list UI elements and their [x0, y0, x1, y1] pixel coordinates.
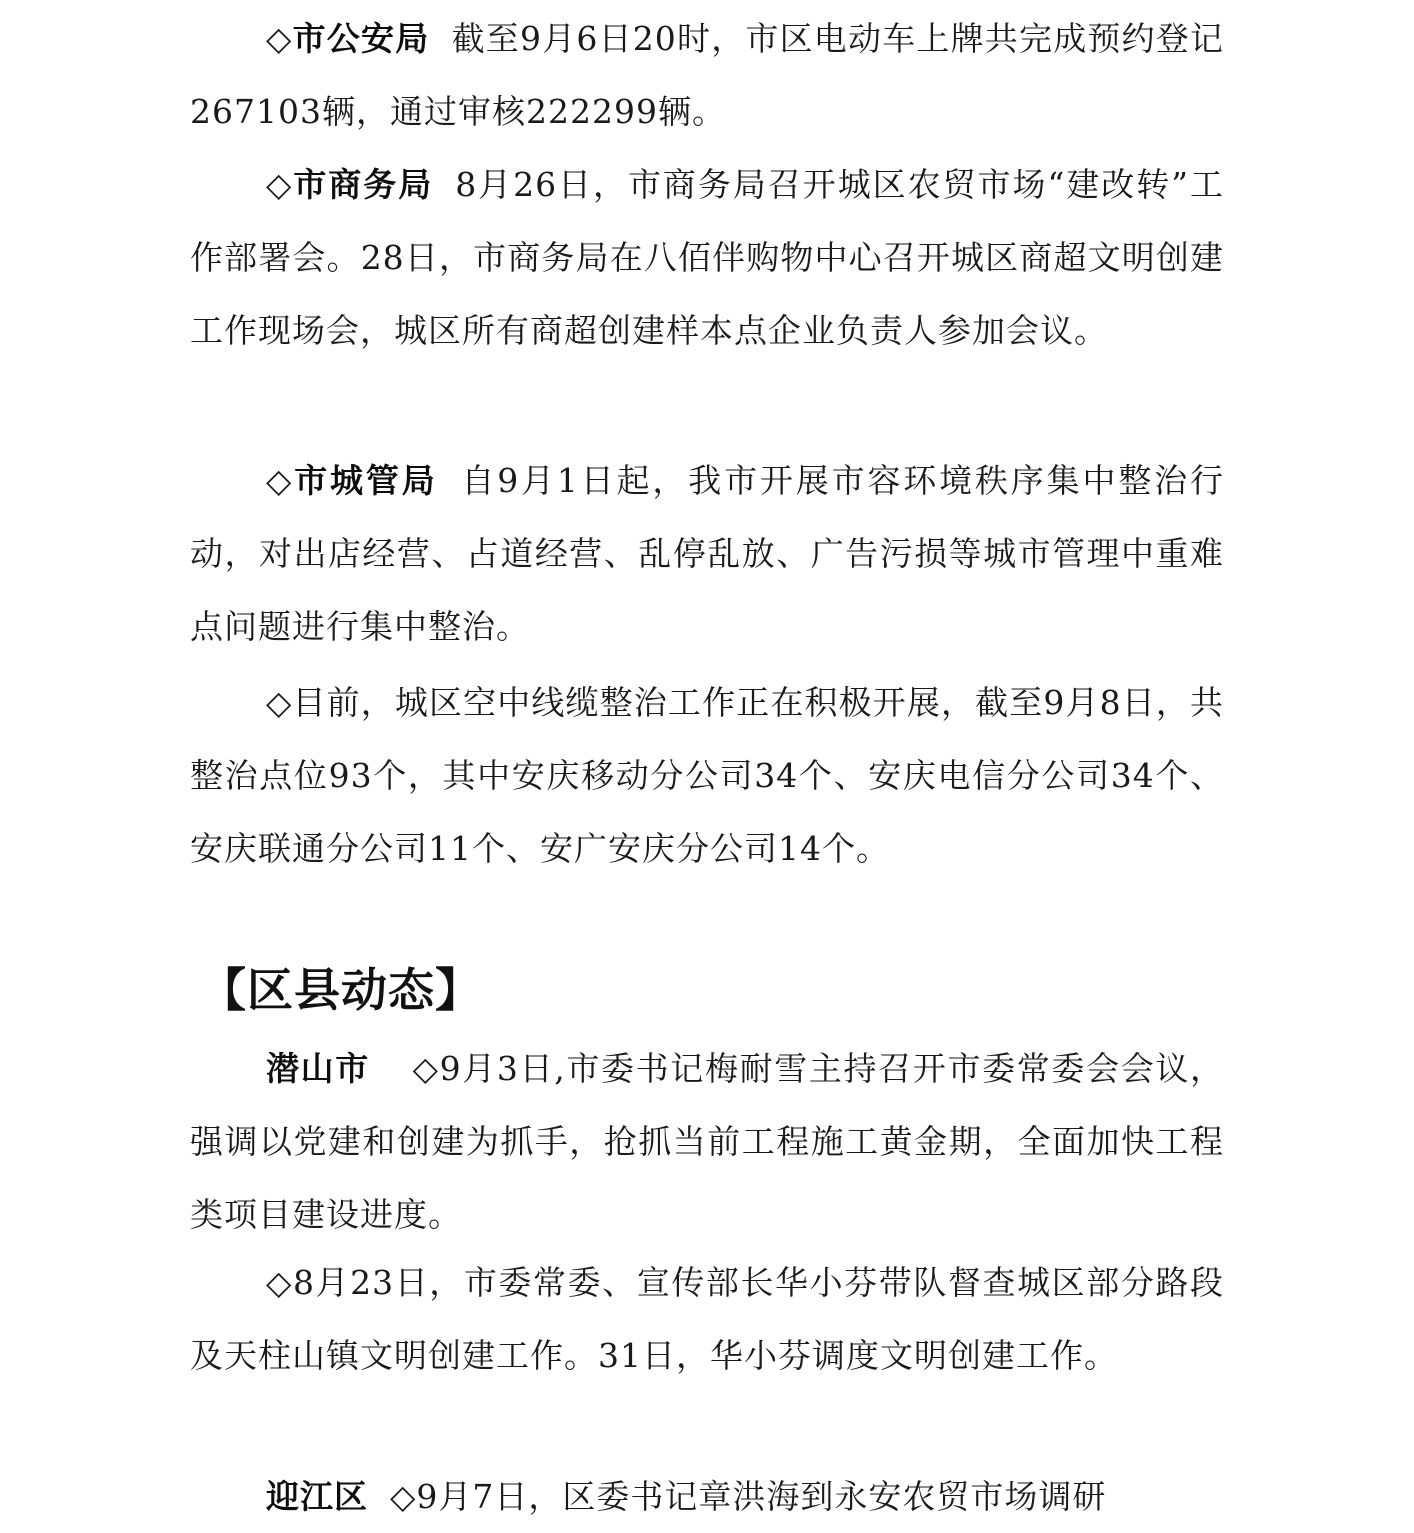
news-item-urban-management [190, 444, 1224, 663]
item-marker: ◇ [266, 165, 294, 204]
agency-name: 市城管局 [294, 461, 438, 500]
place-name: 潜山市 [266, 1049, 370, 1088]
news-text: 8月23日，市委常委、宣传部长华小芬带队督查城区部分路段及天柱山镇文明创建工作。31日，华小芬调度文明创建工作。 [190, 1263, 1224, 1375]
news-text: 目前，城区空中线缆整治工作正在积极开展，截至9月8日，共整治点位93个，其中安庆移动分公司34个、安庆电信分公司34个、安庆联通分公司11个、安广安庆分公司14个。 [190, 683, 1224, 868]
item-marker: ◇ [266, 19, 293, 58]
agency-name: 市商务局 [293, 165, 434, 204]
county-item-qianshan-2 [190, 1246, 1224, 1392]
place-name: 迎江区 [266, 1477, 368, 1516]
item-marker: ◇ [266, 1263, 293, 1302]
news-text: 8月26日，市商务局召开城区农贸市场“建改转”工作部署会。28日，市商务局在八佰伴购物中心召开城区商超文明创建工作现场会，城区所有商超创建样本点企业负责人参加会议。 [190, 165, 1224, 350]
item-marker: ◇ [266, 461, 295, 500]
county-item-yingjiang [190, 1460, 1106, 1533]
news-item-cables [190, 666, 1224, 885]
agency-name: 市公安局 [292, 19, 430, 58]
news-text: 自9月1日起，我市开展市容环境秩序集中整治行动，对出店经营、占道经营、乱停乱放、广告污损等城市管理中重难点问题进行集中整治。 [190, 461, 1224, 646]
news-item-commerce [190, 148, 1224, 367]
section-heading-county-news: 【区县动态】 [200, 963, 482, 1017]
news-item-police [190, 2, 1224, 148]
news-text: 9月7日，区委书记章洪海到永安农贸市场调研 [416, 1477, 1107, 1516]
news-text: 截至9月6日20时，市区电动车上牌共完成预约登记267103辆，通过审核222299辆。 [190, 19, 1225, 131]
county-item-qianshan [190, 1032, 1224, 1251]
news-text: 9月3日,市委书记梅耐雪主持召开市委常委会会议，强调以党建和创建为抓手，抢抓当前工程施工黄金期，全面加快工程类项目建设进度。 [190, 1049, 1225, 1234]
item-marker: ◇ [411, 1049, 440, 1088]
item-marker: ◇ [266, 683, 293, 722]
item-marker: ◇ [390, 1477, 417, 1516]
